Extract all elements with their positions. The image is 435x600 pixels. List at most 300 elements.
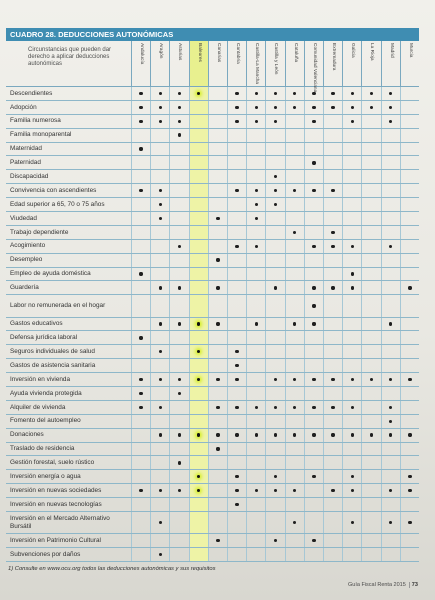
table-cell xyxy=(227,268,246,281)
check-dot-icon xyxy=(408,475,411,478)
table-cell xyxy=(131,240,150,253)
table-cell xyxy=(150,470,169,483)
table-cell xyxy=(189,268,208,281)
table-cell xyxy=(400,456,419,469)
check-dot-icon xyxy=(389,521,392,524)
table-cell xyxy=(342,401,361,414)
check-dot-icon xyxy=(159,350,162,353)
table-cell xyxy=(361,240,380,253)
check-dot-icon xyxy=(293,92,296,95)
table-cell xyxy=(265,534,284,547)
table-cell xyxy=(227,254,246,267)
table-cell xyxy=(342,331,361,344)
table-cell xyxy=(285,281,304,294)
table-cell xyxy=(342,226,361,239)
table-cell xyxy=(131,318,150,331)
column-label: Aragón xyxy=(158,43,164,59)
page-number: 73 xyxy=(409,582,420,588)
table-cell xyxy=(131,226,150,239)
table-cell xyxy=(246,268,265,281)
table-cell xyxy=(361,198,380,211)
check-dot-icon xyxy=(331,378,334,381)
table-cell xyxy=(400,156,419,169)
table-cell xyxy=(131,456,150,469)
column-header xyxy=(342,41,361,87)
table-cell xyxy=(381,401,400,414)
table-cell xyxy=(323,115,342,128)
check-dot-icon xyxy=(139,406,142,409)
table-cell xyxy=(208,226,227,239)
table-cell xyxy=(208,101,227,114)
table-cell xyxy=(361,184,380,197)
table-cell xyxy=(150,226,169,239)
table-cell xyxy=(189,534,208,547)
table-cell xyxy=(131,129,150,142)
table-row xyxy=(6,373,419,387)
table-cell xyxy=(169,415,188,428)
table-cell xyxy=(169,548,188,561)
table-cell xyxy=(361,498,380,511)
table-cell xyxy=(304,254,323,267)
row-label: Familia numerosa xyxy=(10,117,61,125)
check-dot-icon xyxy=(255,406,258,409)
table-cell xyxy=(150,429,169,442)
table-cell xyxy=(400,484,419,497)
check-dot-icon xyxy=(216,539,219,542)
table-cell xyxy=(208,401,227,414)
table-cell xyxy=(150,443,169,456)
table-cell xyxy=(227,240,246,253)
check-dot-icon xyxy=(139,120,142,123)
check-dot-icon xyxy=(197,92,200,95)
table-cell xyxy=(304,534,323,547)
table-cell xyxy=(304,429,323,442)
table-cell xyxy=(227,87,246,100)
column-header xyxy=(304,41,323,93)
table-cell xyxy=(227,484,246,497)
table-row xyxy=(6,295,419,317)
table-cell xyxy=(227,226,246,239)
table-cell xyxy=(246,401,265,414)
check-dot-icon xyxy=(293,106,296,109)
table-cell xyxy=(304,512,323,533)
check-dot-icon xyxy=(216,217,219,220)
table-cell xyxy=(400,318,419,331)
table-cell xyxy=(400,548,419,561)
table-cell xyxy=(361,345,380,358)
table-cell xyxy=(342,470,361,483)
table-cell xyxy=(342,281,361,294)
table-cell xyxy=(169,534,188,547)
row-label: Gastos de asistencia sanitaria xyxy=(10,361,96,369)
table-cell xyxy=(169,470,188,483)
check-dot-icon xyxy=(331,231,334,234)
table-cell xyxy=(381,359,400,372)
table-cell xyxy=(285,548,304,561)
check-dot-icon xyxy=(312,245,315,248)
row-label: Subvenciones por daños xyxy=(10,550,81,558)
check-dot-icon xyxy=(235,120,238,123)
check-dot-icon xyxy=(159,203,162,206)
table-cell xyxy=(189,415,208,428)
row-label: Descendientes xyxy=(10,89,53,97)
table-cell xyxy=(169,212,188,225)
check-dot-icon xyxy=(274,539,277,542)
table-cell xyxy=(189,387,208,400)
check-dot-icon xyxy=(351,245,354,248)
check-dot-icon xyxy=(216,258,219,261)
table-cell xyxy=(381,456,400,469)
check-dot-icon xyxy=(235,378,238,381)
table-cell xyxy=(381,387,400,400)
table-cell xyxy=(304,345,323,358)
table-cell xyxy=(227,470,246,483)
table-cell xyxy=(189,401,208,414)
table-cell xyxy=(304,156,323,169)
check-dot-icon xyxy=(389,406,392,409)
table-cell xyxy=(285,429,304,442)
table-cell xyxy=(381,345,400,358)
table-cell xyxy=(150,359,169,372)
table-cell xyxy=(381,373,400,386)
table-cell xyxy=(285,484,304,497)
table-cell xyxy=(189,226,208,239)
table-cell xyxy=(150,331,169,344)
table-row xyxy=(6,101,419,115)
column-label: Cataluña xyxy=(292,43,298,63)
check-dot-icon xyxy=(274,175,277,178)
check-dot-icon xyxy=(293,378,296,381)
table-cell xyxy=(169,429,188,442)
table-cell xyxy=(189,429,208,442)
table-cell xyxy=(208,170,227,183)
check-dot-icon xyxy=(312,189,315,192)
table-cell xyxy=(150,212,169,225)
check-dot-icon xyxy=(389,378,392,381)
table-cell xyxy=(131,331,150,344)
table-cell xyxy=(246,548,265,561)
table-cell xyxy=(285,415,304,428)
row-label: Guardería xyxy=(10,284,39,292)
table-row xyxy=(6,184,419,198)
check-dot-icon xyxy=(159,322,162,325)
table-cell xyxy=(304,212,323,225)
table-cell xyxy=(400,198,419,211)
row-label: Edad superior a 65, 70 o 75 años xyxy=(10,200,105,208)
table-cell xyxy=(400,184,419,197)
table-cell xyxy=(131,415,150,428)
table-cell xyxy=(246,498,265,511)
table-cell xyxy=(381,470,400,483)
table-cell xyxy=(169,387,188,400)
table-cell xyxy=(285,129,304,142)
table-cell xyxy=(323,156,342,169)
table-cell xyxy=(361,429,380,442)
table-cell xyxy=(361,387,380,400)
table-cell xyxy=(381,198,400,211)
table-cell xyxy=(265,359,284,372)
check-dot-icon xyxy=(159,286,162,289)
column-header xyxy=(131,41,150,87)
table-cell xyxy=(265,498,284,511)
table-cell xyxy=(208,254,227,267)
table-cell xyxy=(246,170,265,183)
table-cell xyxy=(400,345,419,358)
check-dot-icon xyxy=(178,92,181,95)
table-cell xyxy=(169,331,188,344)
table-cell xyxy=(131,443,150,456)
check-dot-icon xyxy=(235,406,238,409)
table-cell xyxy=(361,143,380,156)
table-cell xyxy=(361,226,380,239)
row-label: Seguros individuales de salud xyxy=(10,348,95,356)
table-cell xyxy=(323,401,342,414)
table-cell xyxy=(323,456,342,469)
table-row xyxy=(6,359,419,373)
table-cell xyxy=(323,443,342,456)
table-cell xyxy=(285,443,304,456)
table-cell xyxy=(361,129,380,142)
table-cell xyxy=(304,268,323,281)
table-cell xyxy=(381,240,400,253)
table-cell xyxy=(189,373,208,386)
check-dot-icon xyxy=(293,433,296,436)
table-cell xyxy=(227,101,246,114)
table-cell xyxy=(131,498,150,511)
table-cell xyxy=(246,143,265,156)
table-cell xyxy=(342,254,361,267)
table-cell xyxy=(131,401,150,414)
table-cell xyxy=(227,345,246,358)
table-cell xyxy=(208,240,227,253)
footnote: 1) Consulte en www.ocu.org todos las deducciones autonómicas y sus requisitos xyxy=(8,566,216,572)
table-cell xyxy=(285,240,304,253)
table-row xyxy=(6,512,419,534)
check-dot-icon xyxy=(216,378,219,381)
table-cell xyxy=(400,512,419,533)
table-cell xyxy=(381,512,400,533)
table-cell xyxy=(285,401,304,414)
table-cell xyxy=(227,548,246,561)
column-label: Baleares xyxy=(196,43,202,62)
table-cell xyxy=(285,212,304,225)
table-cell xyxy=(400,226,419,239)
check-dot-icon xyxy=(255,433,258,436)
check-dot-icon xyxy=(159,433,162,436)
table-cell xyxy=(323,415,342,428)
table-cell xyxy=(189,331,208,344)
table-cell xyxy=(265,373,284,386)
table-cell xyxy=(131,198,150,211)
table-cell xyxy=(150,498,169,511)
table-cell xyxy=(304,470,323,483)
check-dot-icon xyxy=(312,475,315,478)
check-dot-icon xyxy=(178,489,181,492)
check-dot-icon xyxy=(370,106,373,109)
table-cell xyxy=(265,268,284,281)
table-cell xyxy=(246,429,265,442)
table-row xyxy=(6,226,419,240)
table-cell xyxy=(323,170,342,183)
table-cell xyxy=(381,281,400,294)
check-dot-icon xyxy=(216,447,219,450)
table-cell xyxy=(342,129,361,142)
row-label: Desempleo xyxy=(10,256,43,264)
table-cell xyxy=(189,470,208,483)
check-dot-icon xyxy=(235,350,238,353)
table-cell xyxy=(150,512,169,533)
table-row xyxy=(6,387,419,401)
table-cell xyxy=(342,345,361,358)
table-cell xyxy=(227,129,246,142)
column-label: Galicia xyxy=(350,43,356,58)
table-cell xyxy=(361,456,380,469)
table-cell xyxy=(381,156,400,169)
check-dot-icon xyxy=(216,322,219,325)
table-cell xyxy=(150,143,169,156)
check-dot-icon xyxy=(331,245,334,248)
table-cell xyxy=(381,443,400,456)
check-dot-icon xyxy=(312,322,315,325)
table-cell xyxy=(227,512,246,533)
table-cell xyxy=(285,156,304,169)
check-dot-icon xyxy=(255,245,258,248)
row-label: Empleo de ayuda doméstica xyxy=(10,270,91,278)
table-cell xyxy=(342,387,361,400)
row-label: Donaciones xyxy=(10,431,44,439)
table-cell xyxy=(208,548,227,561)
check-dot-icon xyxy=(159,406,162,409)
table-row xyxy=(6,268,419,282)
table-cell xyxy=(304,240,323,253)
table-cell xyxy=(323,198,342,211)
table-cell xyxy=(381,268,400,281)
table-cell xyxy=(323,498,342,511)
table-row xyxy=(6,331,419,345)
table-cell xyxy=(169,295,188,316)
table-cell xyxy=(323,212,342,225)
check-dot-icon xyxy=(351,378,354,381)
row-label: Maternidad xyxy=(10,145,42,153)
table-intro: Circunstancias que pueden dar derecho a aplicar deducciones autonómicas xyxy=(6,41,131,87)
table-cell xyxy=(169,443,188,456)
table-cell xyxy=(208,156,227,169)
table-cell xyxy=(381,415,400,428)
table-cell xyxy=(323,254,342,267)
table-cell xyxy=(150,373,169,386)
table-cell xyxy=(400,268,419,281)
table-cell xyxy=(189,198,208,211)
table-cell xyxy=(246,345,265,358)
check-dot-icon xyxy=(274,203,277,206)
table-cell xyxy=(285,512,304,533)
table-cell xyxy=(381,429,400,442)
table-cell xyxy=(227,143,246,156)
column-header xyxy=(265,41,284,87)
table-cell xyxy=(265,212,284,225)
table-cell xyxy=(246,295,265,316)
table-cell xyxy=(342,548,361,561)
table-cell xyxy=(189,318,208,331)
check-dot-icon xyxy=(331,189,334,192)
table-cell xyxy=(208,415,227,428)
table-cell xyxy=(361,484,380,497)
table-cell xyxy=(150,156,169,169)
table-cell xyxy=(208,359,227,372)
table-cell xyxy=(189,512,208,533)
table-cell xyxy=(265,401,284,414)
table-cell xyxy=(246,184,265,197)
table-cell xyxy=(131,184,150,197)
table-cell xyxy=(342,318,361,331)
table-cell xyxy=(169,456,188,469)
table-cell xyxy=(304,170,323,183)
row-label: Familia monoparental xyxy=(10,131,72,139)
table-cell xyxy=(381,498,400,511)
check-dot-icon xyxy=(159,489,162,492)
check-dot-icon xyxy=(216,406,219,409)
row-label: Gestión forestal, suelo rústico xyxy=(10,459,95,467)
table-cell xyxy=(323,548,342,561)
table-cell xyxy=(265,240,284,253)
table-cell xyxy=(361,373,380,386)
table-cell xyxy=(361,401,380,414)
table-cell xyxy=(208,456,227,469)
table-cell xyxy=(323,281,342,294)
table-cell xyxy=(342,484,361,497)
table-cell xyxy=(400,129,419,142)
table-cell xyxy=(400,429,419,442)
table-cell xyxy=(361,281,380,294)
table-cell xyxy=(208,512,227,533)
check-dot-icon xyxy=(235,489,238,492)
check-dot-icon xyxy=(389,322,392,325)
table-cell xyxy=(131,295,150,316)
table-cell xyxy=(285,170,304,183)
table-cell xyxy=(285,373,304,386)
column-header xyxy=(323,41,342,87)
table-cell xyxy=(361,170,380,183)
table-cell xyxy=(285,359,304,372)
check-dot-icon xyxy=(408,286,411,289)
check-dot-icon xyxy=(351,489,354,492)
column-label: Murcia xyxy=(407,43,413,58)
table-cell xyxy=(361,254,380,267)
table-cell xyxy=(246,129,265,142)
check-dot-icon xyxy=(159,106,162,109)
table-cell xyxy=(323,470,342,483)
table-cell xyxy=(400,87,419,100)
table-cell xyxy=(246,387,265,400)
check-dot-icon xyxy=(159,92,162,95)
column-label: Castilla-La Mancha xyxy=(254,43,260,85)
row-label: Viudedad xyxy=(10,214,37,222)
table-cell xyxy=(285,101,304,114)
table-row xyxy=(6,240,419,254)
column-header xyxy=(227,41,246,87)
check-dot-icon xyxy=(331,406,334,409)
table-cell xyxy=(246,226,265,239)
check-dot-icon xyxy=(197,322,200,325)
table-cell xyxy=(323,87,342,100)
table-cell xyxy=(208,87,227,100)
check-dot-icon xyxy=(370,378,373,381)
table-row xyxy=(6,443,419,457)
table-cell xyxy=(265,254,284,267)
check-dot-icon xyxy=(274,286,277,289)
row-label: Trabajo dependiente xyxy=(10,228,69,236)
table-cell xyxy=(169,254,188,267)
